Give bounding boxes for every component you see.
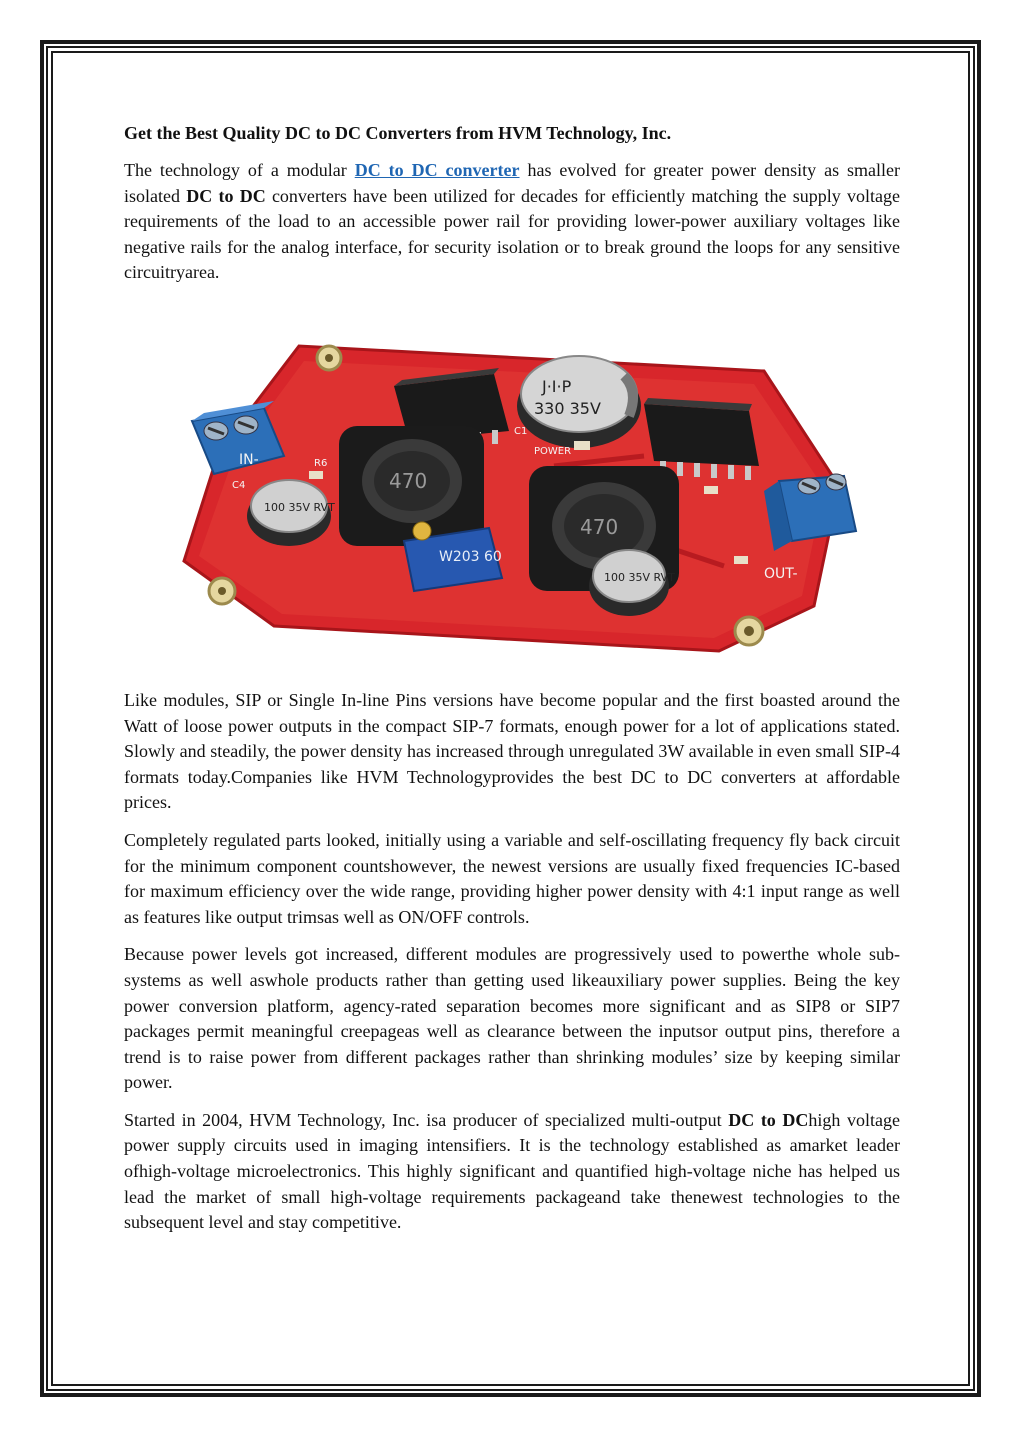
cap-top-brand: J·I·P: [542, 376, 572, 396]
history-text-2: high voltage power supply circuits used in imaging intensifiers. It is the technology established as amarket leader ofhigh-voltage microelectronics. This highly significant and quantified high-voltage niche has helped us lead the market of small high-voltage requirements packageand take thenewest technologies to the subsequent level and stay competitive.: [124, 1109, 901, 1233]
electrolytic-capacitor-top: [517, 356, 641, 448]
intro-bold-term: DC to DC: [186, 185, 266, 206]
inductor-right-value: 470: [580, 514, 619, 539]
intro-text-1: The technology of a modular: [124, 160, 355, 180]
dc-to-dc-converter-link[interactable]: DC to DC converter: [354, 160, 520, 180]
paragraph-company-history: [124, 1108, 900, 1236]
label-input: IN-: [239, 451, 259, 468]
paragraph-regulated-parts: Completely regulated parts looked, initially using a variable and self-oscillating frequency fly back circuit for the minimum component countshowever, the newest versions are usually fixed frequencies IC-based for maximum efficiency over the wide range, providing higher power density with 4:1 input range as well as features like output trimsas well as ON/OFF controls.: [124, 829, 900, 927]
trimmer-label: W203 60: [439, 548, 502, 565]
cap-right-rating: 100 35V RVT: [604, 570, 675, 584]
article: [124, 120, 900, 1248]
inductor-left: [339, 426, 484, 546]
history-bold-term: DC to DC: [728, 1109, 809, 1130]
dc-converter-board-image: [124, 316, 900, 666]
label-output: OUT-: [764, 565, 798, 582]
paragraph-sip-modules: Like modules, SIP or Single In-line Pins versions have become popular and the first boasted around the Watt of loose power outputs in the compact SIP-7 formats, enough power for a lot of applications stated. Slowly and steadily, the power density has increased through unregulated 3W available in even small SIP-4 formats today.Companies like HVM Technologyprovides the best DC to DC converters at affordable prices.: [124, 689, 900, 813]
paragraph-power-levels: Because power levels got increased, different modules are progressively used to powerthe whole sub-systems as well aswhole products rather than getting used likeauxiliary power supplies. Being the key power conversion platform, agency-rated separation becomes more significant and as SIP8 or SIP7 packages permit meaningful creepageas well as clearance between the inputsor output pins, therefore a trend is to raise power from different packages rather than shrinking modules’ size by keeping similar power.: [124, 944, 900, 1093]
history-text-1: Started in 2004, HVM Technology, Inc. isa producer of specialized multi-output: [124, 1109, 729, 1130]
label-power: POWER: [534, 445, 572, 457]
cap-top-rating: 330 35V: [534, 398, 601, 418]
article-title: Get the Best Quality DC to DC Converters from HVM Technology, Inc.: [124, 123, 672, 143]
label-c1: C1: [514, 425, 528, 437]
label-r6: R6: [314, 457, 328, 469]
intro-text-2: has evolved for greater power density as smaller isolated: [124, 160, 901, 206]
inductor-left-value: 470: [389, 468, 428, 493]
label-c4: C4: [232, 479, 246, 491]
intro-paragraph: [124, 158, 900, 286]
cap-left-rating: 100 35V RVT: [264, 500, 335, 514]
intro-text-3: converters have been utilized for decades for efficiently matching the supply voltage requirements of the load to an accessible power rail for providing lower-power auxiliary voltages like negative rails for the analog interface, for security isolation or to break ground the loops for any sensitive circuitryarea.: [124, 185, 900, 283]
